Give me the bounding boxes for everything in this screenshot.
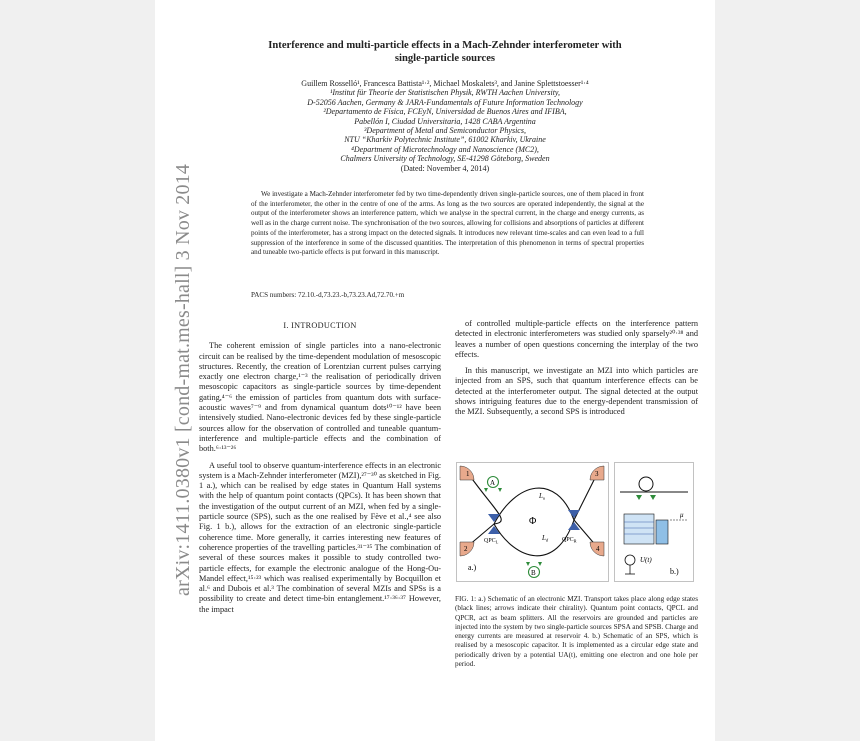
body-paragraph: of controlled multiple-particle effects on the interference pattern detected in electronic interferometers was studied only sparsely²⁰·³⁸ and leaves a number of open questions concerning the interplay of the two effects. xyxy=(455,319,698,359)
figure-caption: FIG. 1: a.) Schematic of an electronic MZI. Transport takes place along edge states (black lines; arrows indicate their chirality). Quantum point contacts, QPCL and QPCR, act as beam splitters. All the reservoirs are grounded and particles are injected into the system by two single-particle sources SPSA and SPSB. Charge and energy currents are measured at reservoir 4. b.) Schematic of an SPS, which is realised by a mesoscopic capacitor. It is implemented as a circular edge state and periodically driven by a potential UA(t), emitting one electron and one hole per period. xyxy=(455,595,698,669)
authors-line: Guillem Rosselló¹, Francesca Battista¹·², Michael Moskalets³, and Janine Splettstoesser¹·⁴ xyxy=(301,79,589,88)
title-line: Interference and multi-particle effects in a Mach-Zehnder interferometer with xyxy=(268,40,622,51)
svg-text:1: 1 xyxy=(466,470,470,478)
edge-state-upper-arm xyxy=(470,476,574,524)
figure-1 xyxy=(456,462,694,582)
svg-text:A: A xyxy=(490,479,496,487)
svg-text:2: 2 xyxy=(464,545,468,553)
affiliation-line: ³Department of Metal and Semiconductor Physics, xyxy=(364,126,526,136)
panel-a-label: a.) xyxy=(468,563,477,572)
section-heading: I. INTRODUCTION xyxy=(283,321,357,330)
body-paragraph: The coherent emission of single particles into a nano-electronic circuit can be realised by the time-dependent modulation of mesoscopic structures. Recently, the creation of Lorentzian current pulses carrying exactly one electron charge,¹⁻³ the realisation of periodically driven mesoscopic capacitors as single-particle sources by time-dependent gating,⁴⁻⁶ the emission of particles from quantum dots with surface-acoustic waves⁷⁻⁹ and from dynamical quantum dots¹⁰⁻¹² have been intensively studied. Nano-electronic devices fed by these single-particle sources allow for the observation of controlled and tuneable quantum-interference and multiple-particle effects and the combination of both.⁶·¹³⁻²⁶ xyxy=(199,341,441,454)
left-column xyxy=(199,319,441,621)
affiliation-line: NTU “Kharkiv Polytechnic Institute”, 61002 Kharkiv, Ukraine xyxy=(344,135,546,145)
affiliation-line: ²Departamento de Física, FCEyN, Universidad de Buenos Aires and IFIBA, xyxy=(323,107,567,117)
reservoir-3 xyxy=(590,466,604,480)
reservoir-4 xyxy=(590,542,604,556)
source-a xyxy=(484,477,502,493)
affiliation-line: D-52056 Aachen, Germany & JARA-Fundamentals of Future Information Technology xyxy=(307,97,583,107)
title-line: single-particle sources xyxy=(394,53,496,64)
body-paragraph: A useful tool to observe quantum-interference effects in an electronic system is a Mach-Zehnder interferometer (MZI),²⁷⁻³⁰ as sketched in Fig. 1 a.), which can be realised by edge states in Quantum Hall systems with the help of quantum point contacts (QPCs). It has been shown that the investigation of the output current of an MZI, when fed by a single-particle source (SPS), such as the one realised by Fève et al.,⁴ see also Fig. 1 b.), allows for the extraction of an electronic single-particle coherence time. More generally, it carries interesting new features of coherence properties of the travelling particles.³¹⁻³⁵ The combination of several of these sources makes it possible to study controlled two-particle effects, for example the electronic analogue of the Hong-Ou-Mandel effect,¹⁵·²³ which was realised experimentally by Bocquillon et al.⁶ and Dubois et al.³ The combination of several MZIs and SPSs is a possibility to create and detect time-bin entanglement.¹⁷·³⁶·³⁷ However, the impact xyxy=(199,460,441,614)
affiliation-line: ¹Institut für Theorie der Statistischen Physik, RWTH Aachen University, xyxy=(329,88,561,98)
abstract: We investigate a Mach-Zehnder interferometer fed by two time-dependently driven single-particle sources, one of them placed in front of the interferometer, the other in the centre of one of the arms. As long as the two sources are operated independently, the signal at the output of the interferometer shows an interference pattern, which we analyse in the spectral current, in the charge and energy currents, as well as in the charge current noise. The synchronisation of the two sources, allowing for collisions and absorptions of particles at different points of the interferometer, has a strong impact on the detected signals. It introduces new relevant time-scales and can even lead to a full suppression of the interference in some of the discussed quantities. The interpretation of this phenomenon in terms of spectral properties and tuneable two-particle effects is put forward in this manuscript. xyxy=(251,190,644,257)
flux-label: Φ xyxy=(529,516,537,527)
date-line: (Dated: November 4, 2014) xyxy=(400,163,490,173)
svg-text:QPCR: $QPC_R$ xyxy=(562,537,577,544)
svg-text:4: 4 xyxy=(596,545,600,553)
body-paragraph: In this manuscript, we investigate an MZI into which particles are injected from an SPS, such that quantum interference effects can be detected at the interferometer output. The signal detected at the output shows intriguing features due to the energy-dependent transmission of the MZI. Subsequently, a second SPS is introduced xyxy=(455,366,698,417)
svg-text:QPCL: $QPC_L$ xyxy=(484,538,499,545)
sps-schematic xyxy=(620,477,688,574)
affiliation-line: ⁴Department of Microtechnology and Nanoscience (MC2), xyxy=(351,144,539,154)
pacs-numbers: PACS numbers: 72.10.-d,73.23.-b,73.23.Ad,72.70.+m xyxy=(251,291,405,299)
potential-label: U(t) xyxy=(640,556,652,564)
qpc-right xyxy=(562,510,580,544)
source-b xyxy=(526,562,542,578)
mu-label: μ xyxy=(680,511,684,519)
svg-text:3: 3 xyxy=(595,470,599,478)
arm-lower-label: $L_d$ xyxy=(542,534,549,543)
panel-b-label: b.) xyxy=(670,567,679,576)
reservoir-1 xyxy=(460,466,474,480)
reservoir-2 xyxy=(460,542,474,556)
author-block xyxy=(205,79,685,173)
svg-text:B: B xyxy=(531,569,536,577)
arxiv-stamp: arXiv:1411.0380v1 [cond-mat.mes-hall] 3 Nov 2014 xyxy=(172,163,194,596)
affiliation-line: Chalmers University of Technology, SE-41298 Göteborg, Sweden xyxy=(340,154,550,164)
affiliation-line: Pabellón I, Ciudad Universitaria, 1428 CABA Argentina xyxy=(354,116,536,126)
arm-upper-label: $L_u$ xyxy=(539,492,546,501)
paper-title xyxy=(205,39,685,65)
right-column xyxy=(455,319,698,424)
